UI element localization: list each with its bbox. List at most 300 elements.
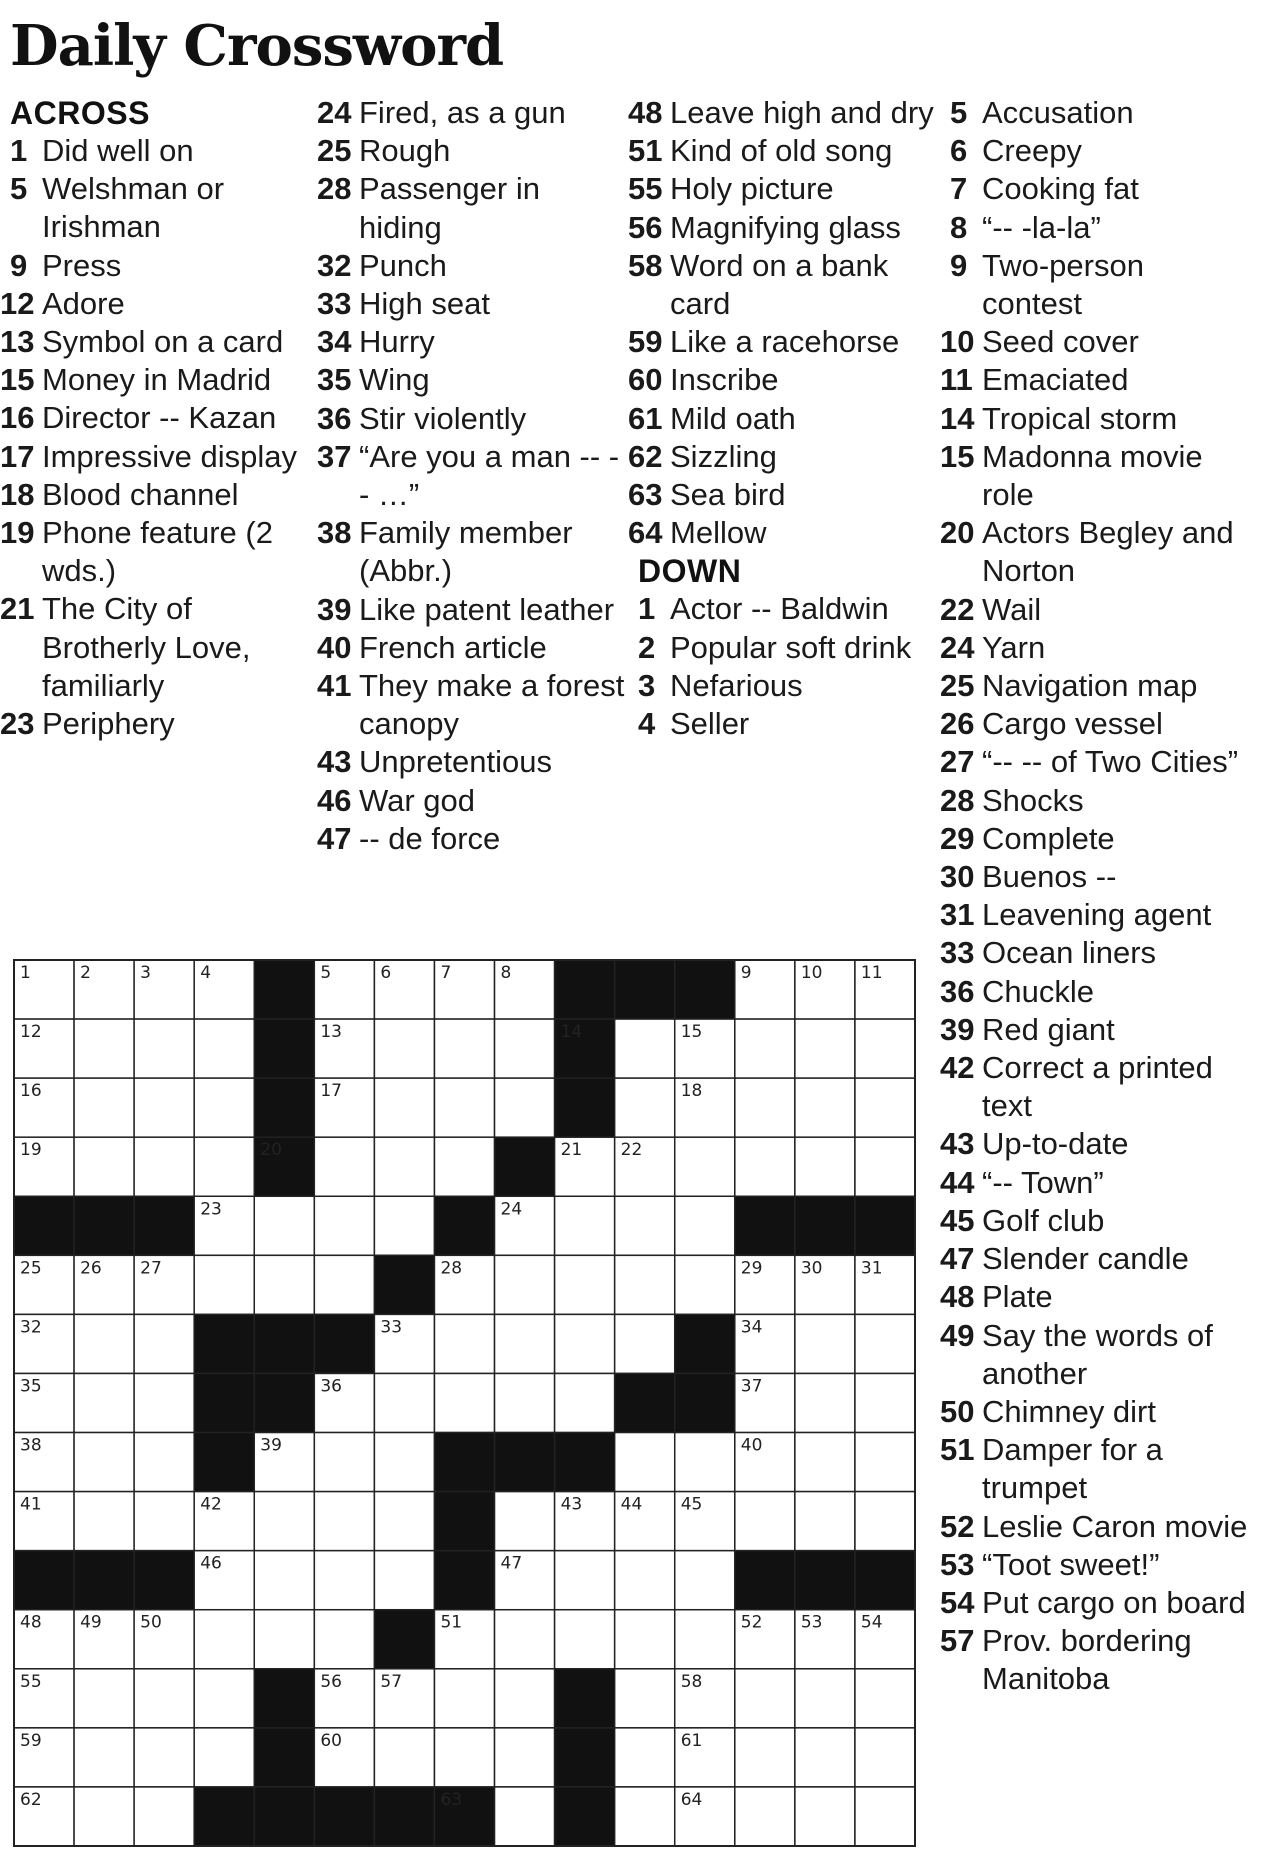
grid-cell[interactable] — [735, 1078, 795, 1137]
clue-across-9[interactable] — [10, 247, 310, 285]
grid-cell[interactable] — [374, 1728, 434, 1787]
grid-cell[interactable] — [555, 1373, 615, 1432]
clue-down-1[interactable] — [638, 590, 938, 628]
clue-across-58[interactable] — [628, 247, 938, 323]
grid-cell-number: 8 — [500, 963, 512, 983]
grid-cell[interactable] — [555, 1314, 615, 1373]
grid-cell[interactable] — [495, 1255, 555, 1314]
grid-cell-number: 48 — [20, 1612, 42, 1633]
grid-cell-number: 4 — [200, 963, 212, 983]
grid-cell[interactable] — [795, 1078, 855, 1137]
clue-down-20[interactable] — [940, 514, 1250, 590]
grid-cell[interactable] — [374, 1373, 434, 1432]
grid-cell[interactable] — [374, 1019, 434, 1078]
clue-down-39[interactable] — [940, 1011, 1250, 1049]
grid-cell[interactable] — [134, 1314, 194, 1373]
grid-cell[interactable] — [855, 1433, 915, 1492]
clue-text: Sizzling — [670, 438, 777, 474]
clue-down-45[interactable] — [940, 1202, 1250, 1240]
grid-cell[interactable] — [855, 1078, 915, 1137]
clue-text: Leave high and dry — [670, 95, 934, 130]
clue-across-19[interactable] — [0, 514, 310, 590]
clue-number: 55 — [628, 171, 663, 207]
grid-cell[interactable] — [495, 1019, 555, 1078]
clue-number: 4 — [638, 706, 656, 742]
grid-cell-number: 33 — [380, 1317, 403, 1338]
grid-cell[interactable] — [795, 1787, 855, 1846]
grid-cell[interactable] — [254, 1492, 314, 1551]
grid-cell[interactable] — [615, 1314, 675, 1373]
clue-down-25[interactable] — [940, 667, 1250, 705]
clue-text: Seller — [670, 706, 750, 742]
clue-text: Passenger in hiding — [359, 171, 540, 245]
clue-text: “-- Town” — [982, 1164, 1104, 1200]
clue-down-29[interactable] — [940, 820, 1250, 858]
clue-text: Creepy — [982, 133, 1082, 169]
clue-text: Cooking fat — [982, 171, 1139, 207]
grid-cell[interactable] — [495, 1078, 555, 1137]
grid-block — [74, 1196, 134, 1255]
clue-across-55[interactable] — [628, 170, 938, 208]
grid-cell[interactable] — [555, 1610, 615, 1669]
clue-text: Unpretentious — [359, 744, 553, 780]
clue-down-49[interactable] — [940, 1317, 1250, 1393]
grid-block — [134, 1196, 194, 1255]
clue-down-26[interactable] — [940, 705, 1250, 743]
grid-cell[interactable] — [855, 1373, 915, 1432]
clue-text: Kind of old song — [670, 133, 893, 169]
grid-block — [434, 1433, 494, 1492]
clue-down-43[interactable] — [940, 1125, 1250, 1163]
grid-cell-number: 12 — [20, 1022, 42, 1043]
clue-across-61[interactable] — [628, 400, 938, 438]
grid-cell-number: 19 — [20, 1140, 42, 1161]
grid-cell[interactable] — [675, 1255, 735, 1314]
grid-cell-number: 39 — [260, 1435, 282, 1456]
clue-down-5[interactable] — [950, 94, 1250, 132]
grid-cell[interactable] — [314, 1137, 374, 1196]
clue-number: 30 — [940, 859, 975, 895]
clue-down-11[interactable] — [940, 361, 1250, 399]
clue-across-1[interactable] — [10, 132, 310, 170]
clue-number: 58 — [628, 247, 663, 283]
grid-cell[interactable] — [675, 1196, 735, 1255]
grid-cell[interactable] — [134, 1137, 194, 1196]
clue-down-47[interactable] — [940, 1240, 1250, 1278]
clue-down-22[interactable] — [940, 591, 1250, 629]
grid-cell[interactable] — [134, 1728, 194, 1787]
grid-cell[interactable] — [74, 1078, 134, 1137]
clue-across-59[interactable] — [628, 323, 938, 361]
grid-cell[interactable] — [675, 1610, 735, 1669]
clue-number: 64 — [628, 515, 663, 551]
clue-down-52[interactable] — [940, 1508, 1250, 1546]
clue-across-38[interactable] — [317, 514, 627, 590]
grid-cell[interactable] — [194, 1669, 254, 1728]
clue-text: Shocks — [982, 782, 1084, 818]
grid-cell[interactable] — [194, 1610, 254, 1669]
grid-cell[interactable] — [735, 1137, 795, 1196]
clue-text: Navigation map — [982, 668, 1198, 704]
clue-down-10[interactable] — [940, 323, 1250, 361]
grid-cell[interactable] — [194, 1078, 254, 1137]
grid-cell[interactable] — [434, 1314, 494, 1373]
clue-number: 34 — [317, 324, 352, 360]
clue-across-21[interactable] — [0, 590, 310, 705]
grid-cell[interactable] — [74, 1137, 134, 1196]
clue-across-39[interactable] — [317, 591, 627, 629]
grid-cell[interactable] — [795, 1669, 855, 1728]
grid-cell[interactable] — [374, 1137, 434, 1196]
clue-across-48[interactable] — [628, 94, 938, 132]
grid-cell-number: 56 — [320, 1671, 342, 1692]
clue-across-37[interactable] — [317, 438, 627, 514]
grid-cell[interactable] — [314, 1551, 374, 1610]
grid-cell[interactable] — [374, 1078, 434, 1137]
grid-block — [74, 1551, 134, 1610]
grid-cell[interactable] — [855, 1314, 915, 1373]
grid-cell[interactable] — [675, 1137, 735, 1196]
clue-text: Punch — [359, 247, 447, 283]
grid-cell[interactable] — [74, 1669, 134, 1728]
clue-down-15[interactable] — [940, 438, 1250, 514]
clue-number: 23 — [0, 706, 35, 742]
clue-text: Stir violently — [359, 400, 527, 436]
clue-text: Two-person contest — [982, 247, 1144, 322]
clue-number: 33 — [940, 935, 975, 971]
grid-cell[interactable] — [855, 1019, 915, 1078]
grid-cell[interactable] — [314, 1492, 374, 1551]
grid-block — [615, 1373, 675, 1432]
clue-down-48[interactable] — [940, 1278, 1250, 1316]
clue-down-50[interactable] — [940, 1393, 1250, 1431]
grid-cell[interactable] — [855, 1669, 915, 1728]
clue-across-23[interactable] — [0, 705, 310, 743]
grid-cell[interactable] — [254, 1610, 314, 1669]
clue-number: 38 — [317, 515, 352, 551]
grid-cell[interactable] — [675, 1551, 735, 1610]
clue-text: Tropical storm — [982, 400, 1178, 436]
clue-number: 12 — [0, 285, 35, 321]
grid-block — [314, 1787, 374, 1846]
grid-block — [254, 1787, 314, 1846]
clue-text: Magnifying glass — [670, 209, 901, 245]
clue-text: Fired, as a gun — [359, 95, 566, 130]
clue-text: Leslie Caron movie — [982, 1508, 1248, 1544]
grid-cell-number: 29 — [740, 1258, 763, 1279]
clue-number: 11 — [940, 362, 973, 398]
clue-across-34[interactable] — [317, 323, 627, 361]
clue-across-41[interactable] — [317, 667, 627, 743]
grid-cell[interactable] — [134, 1019, 194, 1078]
grid-cell[interactable] — [314, 1196, 374, 1255]
grid-block — [735, 1196, 795, 1255]
grid-cell[interactable] — [194, 1137, 254, 1196]
grid-cell[interactable] — [74, 1787, 134, 1846]
clue-column-4 — [940, 94, 1250, 1699]
grid-cell[interactable] — [314, 1255, 374, 1314]
grid-block — [795, 1551, 855, 1610]
grid-cell[interactable] — [615, 1610, 675, 1669]
grid-cell[interactable] — [795, 1373, 855, 1432]
grid-cell[interactable] — [615, 1551, 675, 1610]
clue-text: Complete — [982, 820, 1115, 856]
clue-number: 47 — [940, 1241, 975, 1277]
clue-down-3[interactable] — [638, 667, 938, 705]
grid-cell[interactable] — [434, 1019, 494, 1078]
clue-number: 49 — [940, 1317, 975, 1353]
grid-cell[interactable] — [74, 1433, 134, 1492]
grid-cell[interactable] — [74, 1314, 134, 1373]
grid-cell[interactable] — [74, 1373, 134, 1432]
grid-cell[interactable] — [254, 1255, 314, 1314]
grid-block — [374, 1787, 434, 1846]
clue-down-6[interactable] — [950, 132, 1250, 170]
clue-number: 1 — [10, 133, 28, 168]
clue-down-42[interactable] — [940, 1049, 1250, 1125]
clue-text: Phone feature (2 wds.) — [42, 515, 273, 589]
grid-block — [735, 1551, 795, 1610]
clue-down-28[interactable] — [940, 782, 1250, 820]
grid-cell[interactable] — [194, 1255, 254, 1314]
clue-across-63[interactable] — [628, 476, 938, 514]
grid-cell[interactable] — [374, 1196, 434, 1255]
grid-cell-number: 16 — [20, 1081, 42, 1102]
grid-cell-number: 5 — [320, 963, 332, 983]
clue-across-43[interactable] — [317, 743, 627, 781]
grid-cell-number: 11 — [860, 963, 883, 983]
clue-text: -- de force — [359, 820, 501, 856]
grid-block — [555, 1433, 615, 1492]
grid-cell-number: 3 — [140, 963, 151, 983]
grid-cell[interactable] — [434, 1669, 494, 1728]
clue-text: Rough — [359, 133, 451, 169]
clue-across-40[interactable] — [317, 629, 627, 667]
grid-cell[interactable] — [74, 1728, 134, 1787]
clue-number: 19 — [0, 515, 35, 551]
clue-number: 26 — [940, 706, 975, 742]
grid-cell[interactable] — [434, 1728, 494, 1787]
grid-cell[interactable] — [675, 1433, 735, 1492]
clue-number: 14 — [940, 400, 975, 436]
clue-across-51[interactable] — [628, 132, 938, 170]
grid-cell-number: 25 — [20, 1258, 42, 1279]
clue-number: 18 — [0, 476, 35, 512]
clue-across-64[interactable] — [628, 514, 938, 552]
grid-cell[interactable] — [795, 1433, 855, 1492]
grid-block — [555, 1078, 615, 1137]
clue-down-30[interactable] — [940, 858, 1250, 896]
grid-cell[interactable] — [615, 1196, 675, 1255]
clue-down-44[interactable] — [940, 1164, 1250, 1202]
grid-cell[interactable] — [615, 1255, 675, 1314]
clue-down-54[interactable] — [940, 1584, 1250, 1622]
clue-number: 22 — [940, 591, 975, 627]
grid-cell[interactable] — [134, 1433, 194, 1492]
grid-cell[interactable] — [374, 1492, 434, 1551]
clue-down-2[interactable] — [638, 629, 938, 667]
grid-cell[interactable] — [735, 1019, 795, 1078]
clue-across-18[interactable] — [0, 476, 310, 514]
grid-cell-number: 34 — [740, 1317, 763, 1338]
grid-block — [855, 1551, 915, 1610]
grid-cell[interactable] — [735, 1728, 795, 1787]
grid-cell[interactable] — [855, 1492, 915, 1551]
clue-across-35[interactable] — [317, 361, 627, 399]
clue-down-14[interactable] — [940, 400, 1250, 438]
clue-down-9[interactable] — [950, 247, 1250, 323]
clue-across-17[interactable] — [0, 438, 310, 476]
clue-number: 9 — [950, 247, 968, 283]
grid-cell[interactable] — [855, 1137, 915, 1196]
grid-cell[interactable] — [855, 1787, 915, 1846]
clue-down-33[interactable] — [940, 934, 1250, 972]
grid-cell[interactable] — [795, 1314, 855, 1373]
clue-number: 16 — [0, 400, 35, 436]
clue-across-28[interactable] — [317, 170, 627, 246]
grid-cell[interactable] — [615, 1728, 675, 1787]
grid-cell[interactable] — [615, 1787, 675, 1846]
grid-block — [194, 1787, 254, 1846]
grid-cell[interactable] — [134, 1373, 194, 1432]
clue-number: 39 — [317, 591, 352, 627]
grid-cell[interactable] — [434, 1137, 494, 1196]
grid-cell[interactable] — [495, 1373, 555, 1432]
grid-cell[interactable] — [374, 1433, 434, 1492]
grid-cell[interactable] — [74, 1492, 134, 1551]
grid-cell[interactable] — [495, 1492, 555, 1551]
clue-across-25[interactable] — [317, 132, 627, 170]
grid-cell[interactable] — [555, 1255, 615, 1314]
clue-across-13[interactable] — [0, 323, 310, 361]
grid-cell-number: 46 — [200, 1553, 222, 1574]
grid-cell[interactable] — [374, 1551, 434, 1610]
clue-down-31[interactable] — [940, 896, 1250, 934]
grid-cell[interactable] — [134, 1078, 194, 1137]
grid-block — [855, 1196, 915, 1255]
grid-cell[interactable] — [795, 1728, 855, 1787]
clue-down-8[interactable] — [950, 209, 1250, 247]
clue-text: Symbol on a card — [42, 324, 284, 360]
clue-number: 35 — [317, 362, 352, 398]
clue-number: 36 — [317, 400, 352, 436]
clue-down-36[interactable] — [940, 973, 1250, 1011]
grid-cell[interactable] — [134, 1492, 194, 1551]
clue-across-56[interactable] — [628, 209, 938, 247]
clue-down-57[interactable] — [940, 1622, 1250, 1698]
clue-across-24[interactable] — [317, 94, 627, 132]
grid-block — [434, 1196, 494, 1255]
grid-block — [374, 1255, 434, 1314]
grid-cell[interactable] — [134, 1787, 194, 1846]
grid-cell-number: 38 — [20, 1435, 42, 1456]
clue-across-46[interactable] — [317, 782, 627, 820]
grid-cell-number: 45 — [680, 1494, 703, 1515]
grid-block — [495, 1137, 555, 1196]
grid-cell[interactable] — [795, 1492, 855, 1551]
grid-cell[interactable] — [615, 1078, 675, 1137]
grid-cell[interactable] — [434, 1078, 494, 1137]
clue-down-53[interactable] — [940, 1546, 1250, 1584]
clue-number: 59 — [628, 324, 663, 360]
grid-cell[interactable] — [254, 1196, 314, 1255]
grid-cell[interactable] — [254, 1551, 314, 1610]
across-heading: ACROSS — [10, 95, 150, 131]
grid-cell-number: 53 — [800, 1612, 823, 1633]
clue-down-4[interactable] — [638, 705, 938, 743]
clue-across-12[interactable] — [0, 285, 310, 323]
grid-cell[interactable] — [615, 1433, 675, 1492]
clue-across-47[interactable] — [317, 820, 627, 858]
grid-cell[interactable] — [855, 1728, 915, 1787]
grid-cell-number: 27 — [140, 1258, 162, 1279]
clue-across-60[interactable] — [628, 361, 938, 399]
grid-cell[interactable] — [795, 1019, 855, 1078]
grid-cell-number: 20 — [260, 1140, 282, 1161]
clue-text: Popular soft drink — [670, 629, 912, 665]
clue-across-16[interactable] — [0, 399, 310, 437]
clue-across-36[interactable] — [317, 400, 627, 438]
grid-cell[interactable] — [495, 1728, 555, 1787]
clue-across-15[interactable] — [0, 361, 310, 399]
clue-down-24[interactable] — [940, 629, 1250, 667]
grid-cell-number: 55 — [20, 1671, 42, 1692]
clue-text: French article — [359, 629, 547, 665]
grid-cell-number: 6 — [380, 963, 392, 983]
clue-number: 37 — [317, 438, 352, 474]
grid-cell[interactable] — [314, 1433, 374, 1492]
clue-across-5[interactable] — [10, 170, 310, 246]
clue-down-7[interactable] — [950, 170, 1250, 208]
grid-cell[interactable] — [314, 1610, 374, 1669]
grid-cell[interactable] — [194, 1019, 254, 1078]
clue-text: Mild oath — [670, 400, 796, 436]
clue-number: 56 — [628, 209, 663, 245]
clue-across-32[interactable] — [317, 247, 627, 285]
clue-number: 1 — [638, 591, 656, 627]
clue-number: 25 — [317, 133, 352, 169]
grid-cell-number: 21 — [560, 1140, 583, 1161]
grid-cell[interactable] — [615, 1669, 675, 1728]
clue-down-27[interactable] — [940, 743, 1250, 781]
grid-block — [374, 1610, 434, 1669]
grid-block — [675, 1314, 735, 1373]
clue-number: 28 — [940, 782, 975, 818]
grid-cell[interactable] — [495, 1787, 555, 1846]
clue-text: Wing — [359, 362, 430, 398]
clue-number: 5 — [950, 95, 968, 130]
clue-down-51[interactable] — [940, 1431, 1250, 1507]
grid-cell[interactable] — [495, 1669, 555, 1728]
grid-cell[interactable] — [194, 1728, 254, 1787]
grid-cell[interactable] — [74, 1019, 134, 1078]
grid-cell[interactable] — [495, 1314, 555, 1373]
grid-cell[interactable] — [555, 1551, 615, 1610]
grid-cell[interactable] — [495, 1610, 555, 1669]
grid-cell[interactable] — [735, 1787, 795, 1846]
grid-cell[interactable] — [134, 1669, 194, 1728]
grid-cell[interactable] — [735, 1669, 795, 1728]
clue-text: Put cargo on board — [982, 1584, 1246, 1620]
grid-cell[interactable] — [434, 1373, 494, 1432]
grid-cell[interactable] — [555, 1196, 615, 1255]
grid-cell[interactable] — [735, 1492, 795, 1551]
clue-across-33[interactable] — [317, 285, 627, 323]
grid-cell[interactable] — [615, 1019, 675, 1078]
grid-cell-number: 54 — [860, 1612, 883, 1633]
grid-cell[interactable] — [795, 1137, 855, 1196]
clue-across-62[interactable] — [628, 438, 938, 476]
